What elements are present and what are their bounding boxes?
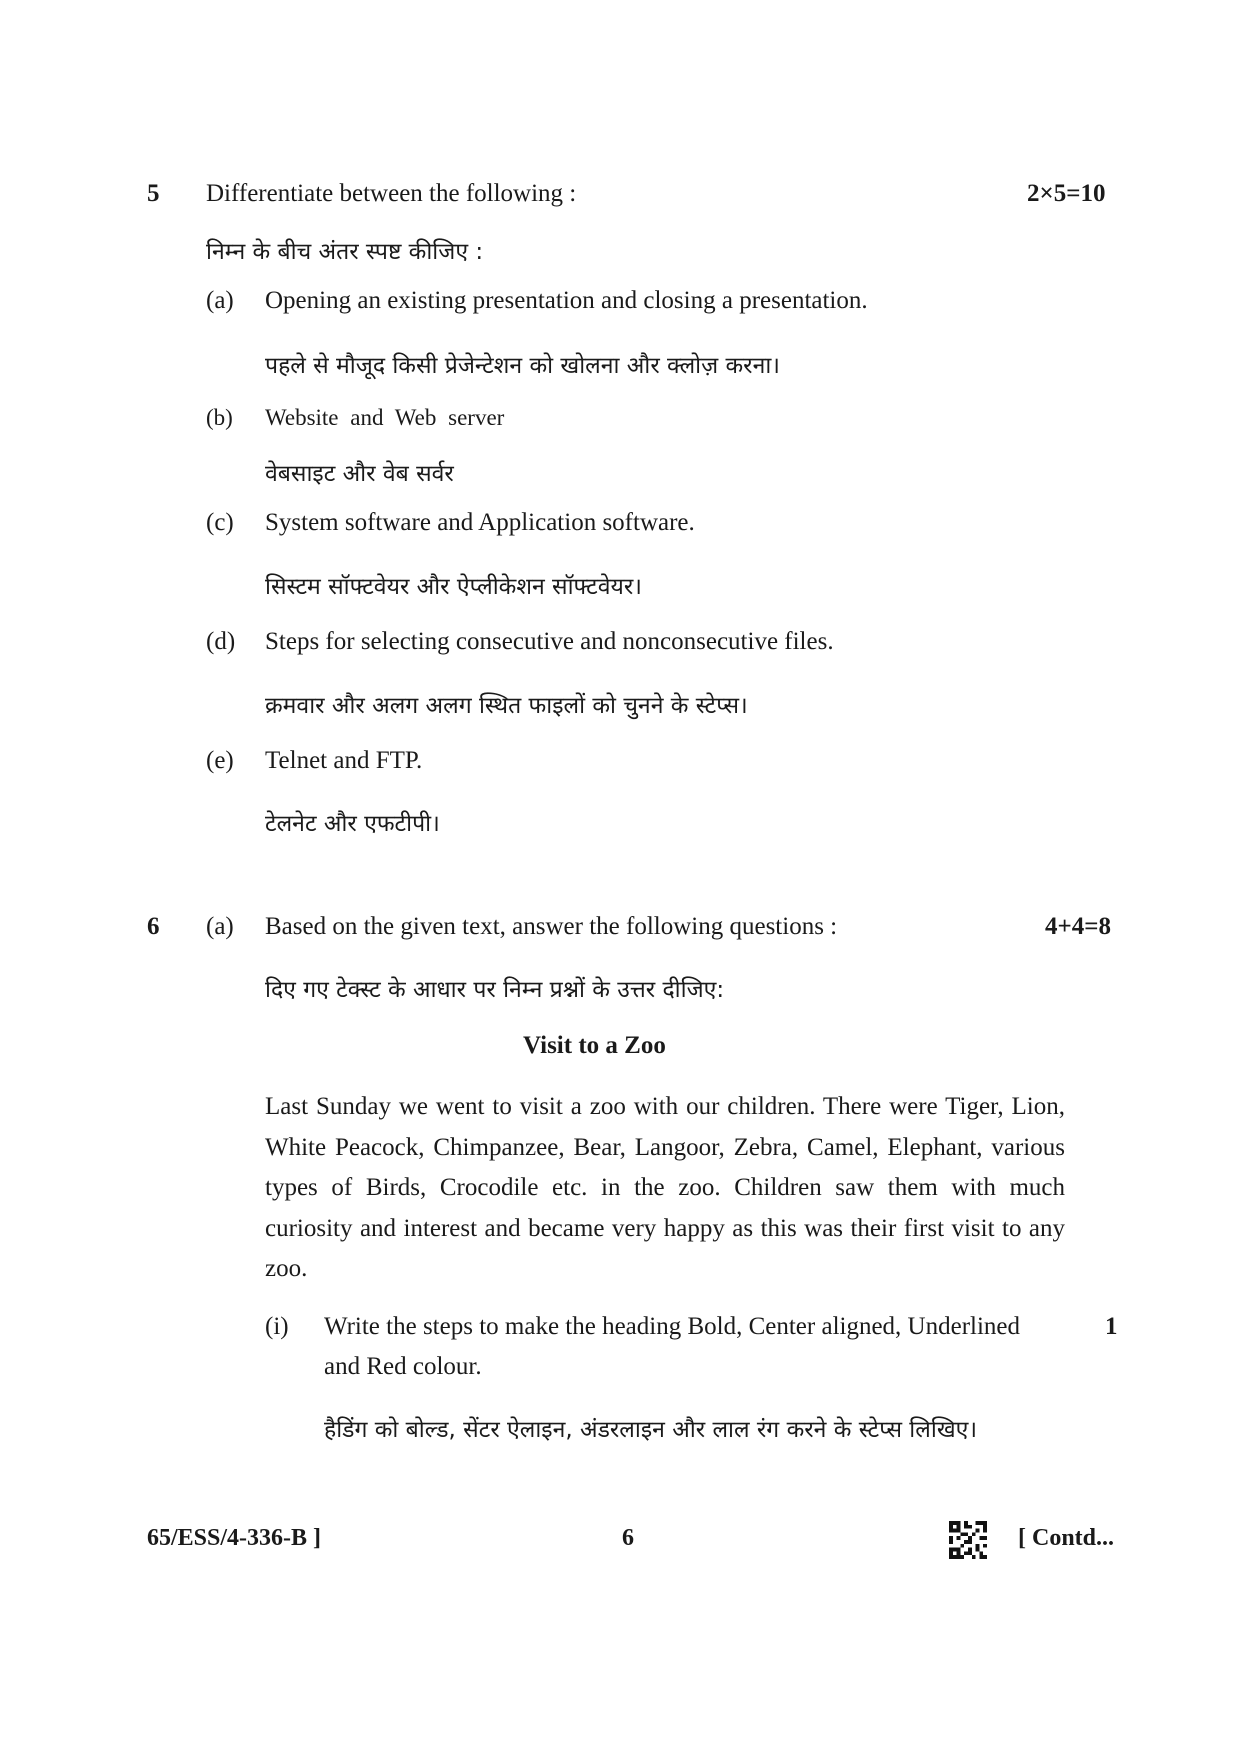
q5b-text-en: Website and Web server — [265, 405, 505, 430]
qr-code-icon — [949, 1521, 987, 1559]
page-number: 6 — [622, 1525, 634, 1551]
q5-prompt-en: Differentiate between the following : — [206, 180, 577, 207]
passage-title: Visit to a Zoo — [523, 1032, 666, 1059]
q6-prompt-en: Based on the given text, answer the following questions : — [265, 913, 838, 940]
q6ai-label: (i) — [265, 1313, 289, 1340]
q5d-text-hi: क्रमवार और अलग अलग स्थित फाइलों को चुनने के स्टेप्स। — [265, 693, 748, 719]
q5d-text-en: Steps for selecting consecutive and nonconsecutive files. — [265, 628, 834, 655]
q5e-text-en: Telnet and FTP. — [265, 747, 423, 774]
q5a-text-hi: पहले से मौजूद किसी प्रेजेन्टेशन को खोलना और क्लोज़ करना। — [265, 353, 781, 379]
q6ai-text-hi: हैडिंग को बोल्ड, सेंटर ऐलाइन, अंडरलाइन और लाल रंग करने के स्टेप्स लिखिए। — [324, 1417, 978, 1443]
q6ai-text-line2: and Red colour. — [324, 1353, 482, 1380]
q5e-text-hi: टेलनेट और एफटीपी। — [265, 811, 440, 837]
q6a-label: (a) — [206, 913, 234, 940]
passage-text: Last Sunday we went to visit a zoo with our children. There were Tiger, Lion, White Peacock, Chimpanzee, Bear, Langoor, Zebra, Camel, Elephant, various types of Birds, Crocodile etc. in the zoo. Children saw them with much curiosity and interest and became very happy as this was their first visit to any zoo. — [265, 1093, 1065, 1282]
q5c-label: (c) — [206, 509, 234, 536]
q5b-label: (b) — [206, 405, 233, 430]
q5c-text-hi: सिस्टम सॉफ्टवेयर और ऐप्लीकेशन सॉफ्टवेयर। — [265, 574, 643, 600]
q6-number: 6 — [147, 913, 160, 940]
q5d-label: (d) — [206, 628, 236, 655]
q6-marks: 4+4=8 — [1045, 913, 1111, 940]
footer-code: 65/ESS/4-336-B ] — [147, 1525, 322, 1551]
q6-prompt-hi: दिए गए टेक्स्ट के आधार पर निम्न प्रश्नों के उत्तर दीजिए: — [265, 977, 725, 1003]
q5a-label: (a) — [206, 287, 234, 314]
q5e-label: (e) — [206, 747, 234, 774]
q5-prompt-hi: निम्न के बीच अंतर स्पष्ट कीजिए : — [206, 239, 484, 265]
q6ai-marks: 1 — [1105, 1313, 1118, 1340]
q5c-text-en: System software and Application software. — [265, 509, 695, 536]
q6ai-text-line1: Write the steps to make the heading Bold, Center aligned, Underlined — [324, 1313, 1021, 1340]
q5a-text-en: Opening an existing presentation and closing a presentation. — [265, 287, 868, 314]
q5-marks: 2×5=10 — [1027, 180, 1106, 207]
q5b-text-hi: वेबसाइट और वेब सर्वर — [265, 461, 454, 487]
q5-number: 5 — [147, 180, 160, 207]
continued-label: [ Contd... — [1018, 1525, 1115, 1551]
